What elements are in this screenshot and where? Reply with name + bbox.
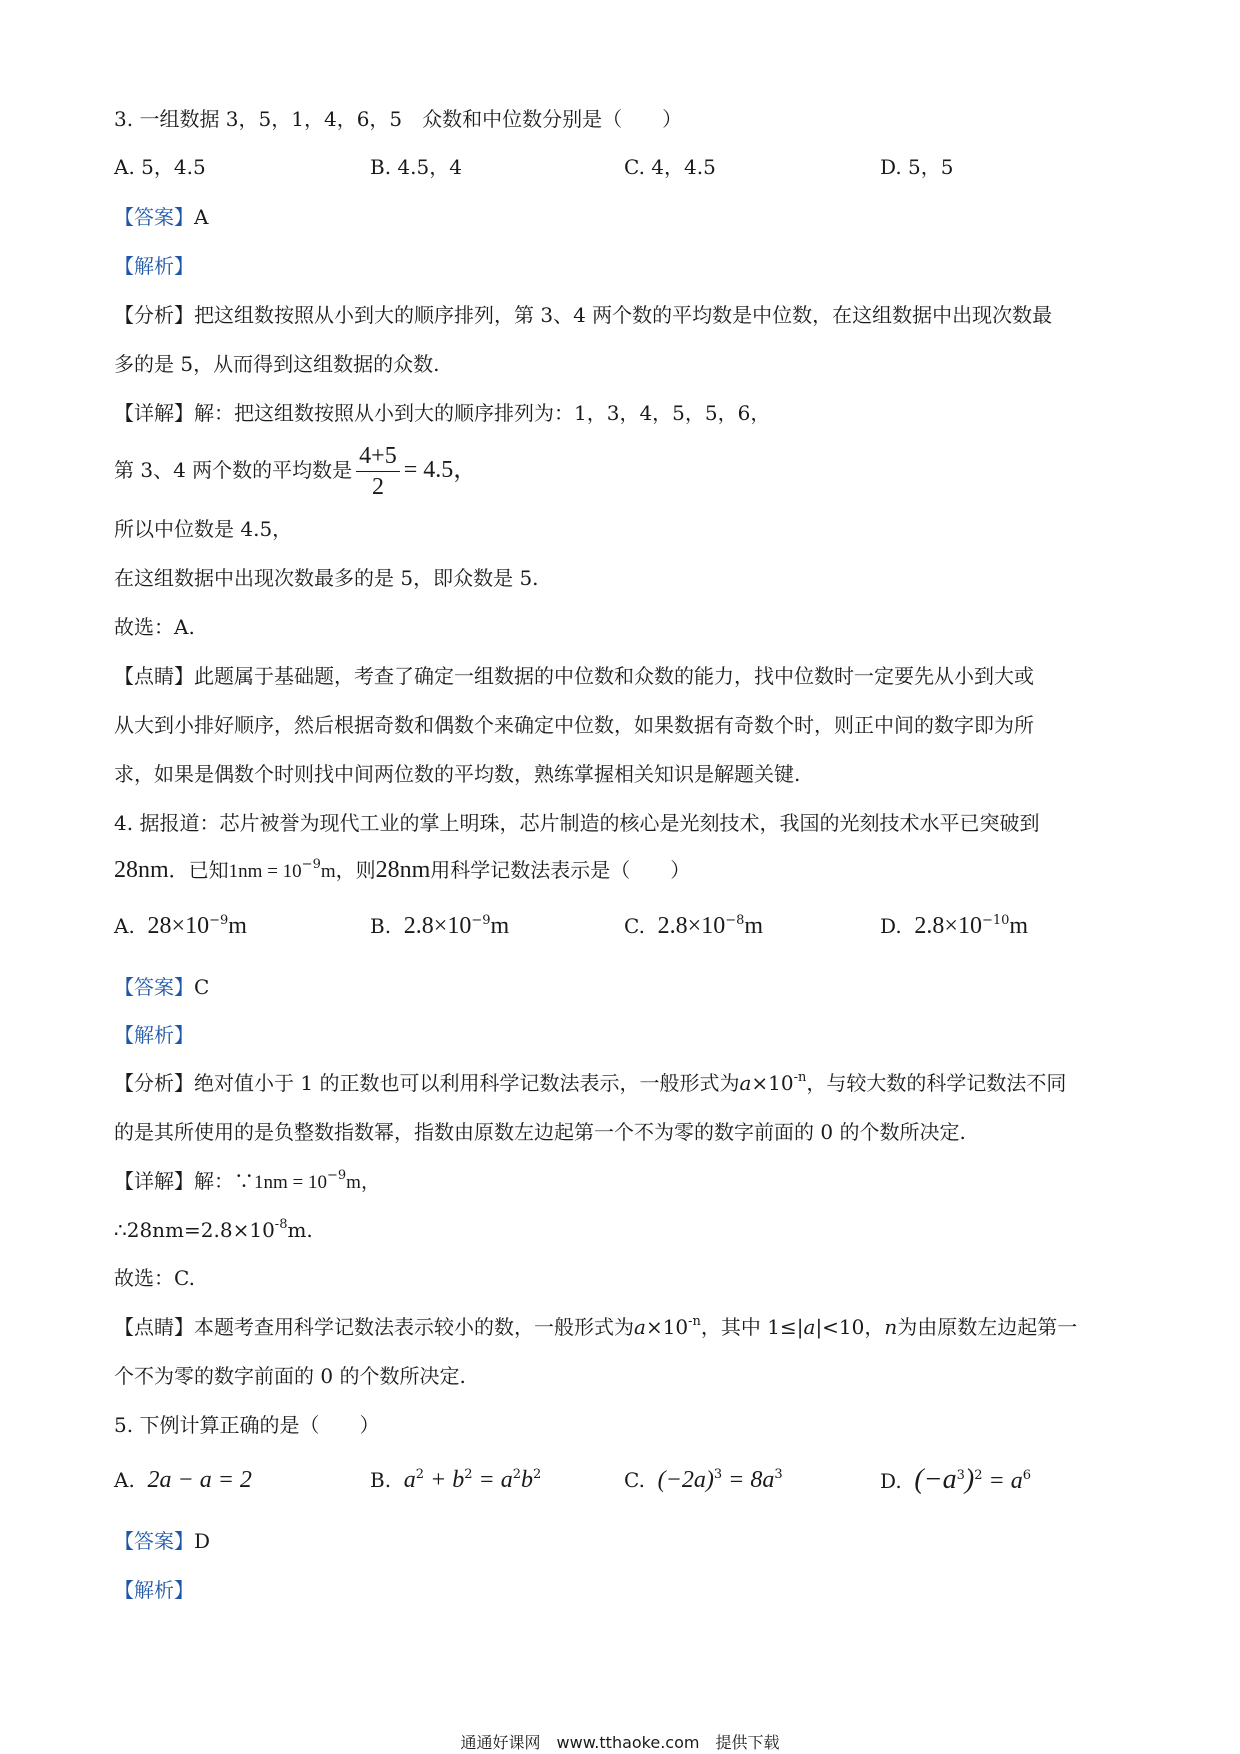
math-text: a — [403, 1467, 416, 1493]
fraction-denominator: 2 — [371, 474, 384, 500]
detail-text: 第 3、4 两个数的平均数是 — [114, 458, 353, 482]
q3-detail-1 — [114, 399, 770, 427]
q3-stem: 3. 一组数据 3，5，1，4，6，5 众数和中位数分别是（ ） — [114, 107, 683, 131]
exponent: 2 — [464, 1467, 473, 1482]
fraction — [356, 441, 400, 502]
exponent: 2 — [974, 1468, 983, 1483]
q4-stem-2 — [114, 856, 690, 886]
math-text: 28nm — [114, 857, 169, 883]
math-text: ×10 — [645, 1315, 689, 1339]
q4-option-b — [370, 912, 509, 940]
q5-stem: 5. 下例计算正确的是（ ） — [114, 1413, 380, 1437]
math-text: 1nm = 10 — [254, 1172, 327, 1193]
exponent: −9 — [209, 913, 229, 928]
text: 用科学记数法表示是（ ） — [430, 858, 691, 882]
q4-note-2: 个不为零的数字前面的 0 的个数所决定. — [114, 1364, 466, 1388]
option-label: B. — [370, 914, 392, 938]
fraction-numerator: 4+5 — [356, 441, 400, 472]
note-tag: 【点睛】 — [114, 664, 194, 688]
detail-tag: 【详解】 — [114, 1169, 194, 1193]
text: ，则 — [335, 858, 376, 882]
math-text: (−2a) — [657, 1467, 714, 1493]
q3-option-a: A. 5，4.5 — [114, 155, 206, 179]
exponent: 3 — [956, 1468, 965, 1483]
math-text: 2a − a = 2 — [147, 1467, 252, 1493]
note-text: |<10， — [815, 1315, 885, 1339]
q3-choose: 故选：A. — [114, 615, 195, 639]
q4-answer — [114, 973, 209, 1001]
math-text: 28×10 — [147, 913, 210, 939]
q3-detail-4: 在这组数据中出现次数最多的是 5，即众数是 5. — [114, 566, 539, 590]
math-text: m — [320, 861, 336, 882]
answer-tag: 【答案】 — [114, 205, 194, 229]
detail-result: = 4.5， — [403, 457, 478, 483]
math-text: m — [1009, 913, 1029, 939]
option-label: D. — [880, 1469, 902, 1493]
exponent: 2 — [512, 1467, 522, 1482]
detail-text: 解：把这组数按照从小到大的顺序排列为：1，3，4，5，5，6， — [194, 401, 771, 425]
math-var: n — [884, 1315, 898, 1339]
math-text: b — [521, 1467, 534, 1493]
q4-option-d — [880, 912, 1028, 940]
option-label: C. — [624, 1468, 645, 1492]
q4-jiexi: 【解析】 — [114, 1023, 194, 1047]
q3-answer — [114, 203, 208, 231]
note-tag: 【点睛】 — [114, 1315, 194, 1339]
q4-analysis-1 — [114, 1069, 1066, 1097]
exponent: −8 — [725, 913, 745, 928]
math-text: = a — [472, 1467, 513, 1493]
q4-option-a — [114, 912, 247, 940]
exponent: -n — [793, 1070, 807, 1085]
q3-option-c: C. 4，4.5 — [624, 155, 716, 179]
exponent: 3 — [774, 1467, 783, 1482]
math-text: 1nm = 10 — [228, 861, 302, 882]
math-text: ×10 — [751, 1071, 794, 1095]
note-text: 此题属于基础题，考查了确定一组数据的中位数和众数的能力，找中位数时一定要先从小到大或 — [194, 664, 1034, 688]
math-var: a — [634, 1315, 646, 1339]
q3-detail-3: 所以中位数是 4.5， — [114, 517, 293, 541]
exponent: −10 — [981, 913, 1010, 928]
q4-choose: 故选：C. — [114, 1266, 195, 1290]
option-label: A. — [114, 1468, 135, 1492]
note-text: ，其中 1≤| — [700, 1315, 804, 1339]
exponent: −9 — [327, 1168, 347, 1183]
exponent: -8 — [274, 1217, 288, 1232]
detail-tag: 【详解】 — [114, 401, 194, 425]
detail-text: 解：∵ — [194, 1169, 254, 1193]
text: ．已知 — [168, 858, 229, 882]
q3-note-2: 从大到小排好顺序，然后根据奇数和偶数个来确定中位数，如果数据有奇数个时，则正中间的数字即为所 — [114, 713, 1034, 737]
exponent: 2 — [533, 1467, 542, 1482]
exponent: -n — [688, 1314, 701, 1329]
q4-detail-1 — [114, 1167, 380, 1197]
q3-option-b: B. 4.5，4 — [370, 155, 462, 179]
q5-option-c — [624, 1466, 783, 1494]
exponent: 3 — [713, 1467, 723, 1482]
q5-answer — [114, 1527, 210, 1555]
analysis-text: 绝对值小于 1 的正数也可以利用科学记数法表示，一般形式为 — [194, 1071, 740, 1095]
q4-option-c — [624, 912, 763, 940]
exponent: 6 — [1022, 1468, 1031, 1483]
math-text: 2.8×10 — [914, 913, 982, 939]
q4-analysis-2: 的是其所使用的是负整数指数幂，指数由原数左边起第一个不为零的数字前面的 0 的个数所决定. — [114, 1120, 966, 1144]
answer-tag: 【答案】 — [114, 1529, 194, 1553]
q3-note-3: 求，如果是偶数个时则找中间两位数的平均数，熟练掌握相关知识是解题关键. — [114, 762, 801, 786]
exponent: 2 — [415, 1467, 425, 1482]
math-text: ) — [964, 1464, 975, 1495]
note-text: 本题考查用科学记数法表示较小的数，一般形式为 — [194, 1315, 634, 1339]
math-text: m， — [346, 1172, 380, 1193]
exponent: −9 — [301, 857, 321, 872]
analysis-tag: 【分析】 — [114, 1071, 194, 1095]
note-text: 为由原数左边起第一 — [897, 1315, 1078, 1339]
math-text: = 8a — [722, 1467, 775, 1493]
q3-jiexi: 【解析】 — [114, 254, 194, 278]
q4-stem-1: 4. 据报道：芯片被誉为现代工业的掌上明珠，芯片制造的核心是光刻技术，我国的光刻技术水平已突破到 — [114, 811, 1040, 835]
q5-option-a — [114, 1466, 252, 1494]
math-text: (−a — [914, 1464, 957, 1495]
math-var: a — [739, 1071, 752, 1095]
exponent: −9 — [471, 913, 491, 928]
page-footer: 通通好课网 www.tthaoke.com 提供下载 — [460, 1733, 780, 1752]
math-text: 2.8×10 — [657, 913, 726, 939]
answer-value: A — [194, 205, 209, 229]
math-text: m — [228, 913, 247, 939]
answer-tag: 【答案】 — [114, 975, 194, 999]
math-text: m — [490, 913, 510, 939]
q3-analysis-2: 多的是 5，从而得到这组数据的众数. — [114, 352, 440, 376]
option-label: C. — [624, 914, 645, 938]
q3-option-d: D. 5，5 — [880, 155, 954, 179]
analysis-text: 把这组数按照从小到大的顺序排列，第 3、4 两个数的平均数是中位数，在这组数据中出现次数最 — [194, 303, 1053, 327]
answer-value: C — [194, 975, 210, 999]
math-text: 28nm — [375, 857, 431, 883]
analysis-tag: 【分析】 — [114, 303, 194, 327]
q5-option-d — [880, 1466, 1031, 1495]
q3-detail-2 — [114, 440, 477, 502]
analysis-text: ，与较大数的科学记数法不同 — [806, 1071, 1067, 1095]
option-label: D. — [880, 914, 902, 938]
option-label: B. — [370, 1468, 392, 1492]
q5-option-b — [370, 1466, 541, 1494]
q4-note-1 — [114, 1313, 1077, 1341]
q4-detail-2 — [114, 1216, 313, 1244]
detail-text: ∴28nm=2.8×10 — [114, 1218, 275, 1242]
math-text: = a — [982, 1468, 1023, 1494]
q5-jiexi: 【解析】 — [114, 1578, 194, 1602]
answer-value: D — [194, 1529, 211, 1553]
option-label: A. — [114, 914, 135, 938]
math-text: m — [744, 913, 764, 939]
q3-analysis-1 — [114, 301, 1052, 329]
q3-note-1 — [114, 662, 1034, 690]
math-text: 2.8×10 — [403, 913, 472, 939]
detail-text: m. — [287, 1218, 313, 1242]
math-var: a — [803, 1315, 816, 1339]
math-text: + b — [424, 1467, 465, 1493]
